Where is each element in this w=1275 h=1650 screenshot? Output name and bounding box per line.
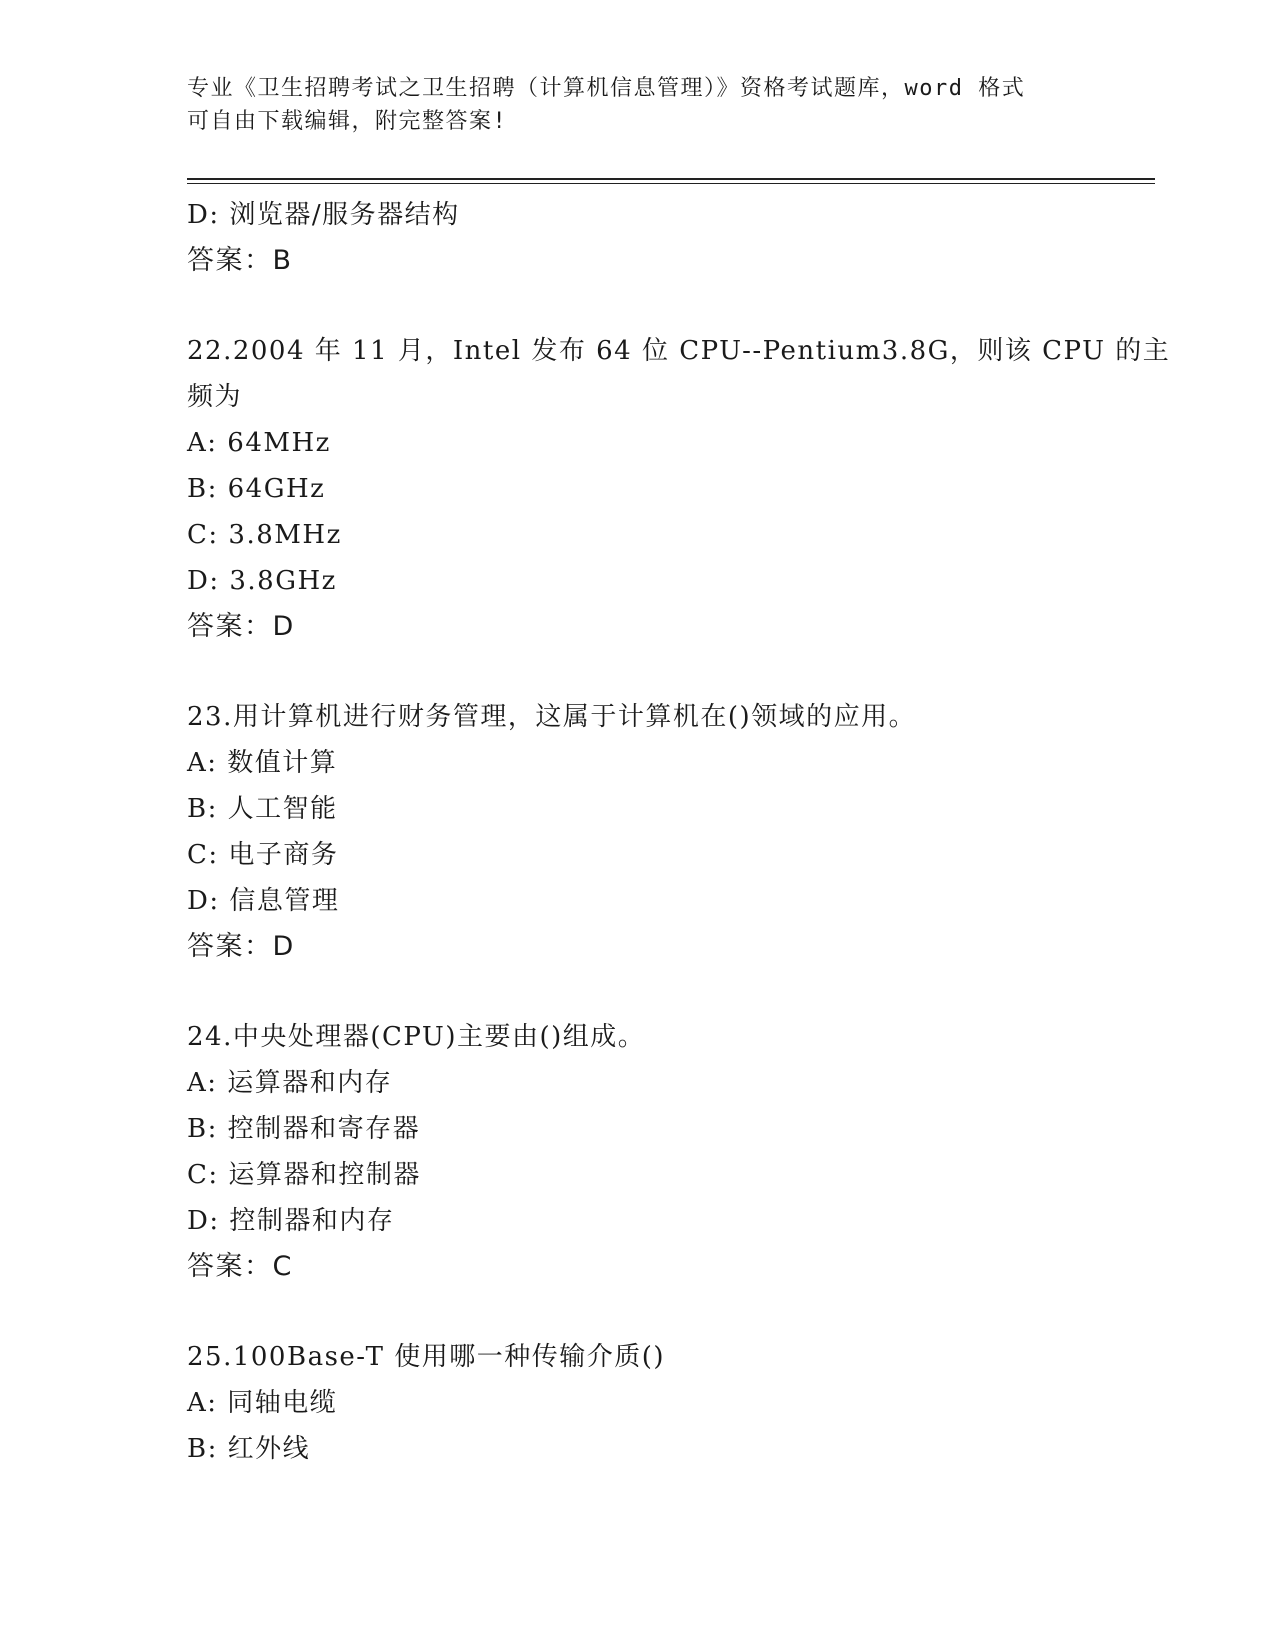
question-block-25 [187, 1334, 1087, 1472]
option-a: A: 同轴电缆 [187, 1388, 338, 1418]
option-c: C: 运算器和控制器 [187, 1160, 421, 1190]
option-a: A: 64MHz [187, 428, 331, 458]
option-d: D: 控制器和内存 [187, 1206, 395, 1236]
answer-label: 答案：C [187, 1251, 293, 1282]
question-text: 24.中央处理器(CPU)主要由()组成。 [187, 1022, 646, 1052]
option-d: D: 3.8GHz [187, 566, 337, 596]
option-d: D: 浏览器/服务器结构 [187, 200, 460, 230]
header-rule-thin [187, 183, 1155, 184]
option-b: B: 人工智能 [187, 794, 338, 824]
option-c: C: 3.8MHz [187, 520, 342, 550]
option-c: C: 电子商务 [187, 840, 339, 870]
question-text: 22.2004 年 11 月，Intel 发布 64 位 CPU--Pentium3.8G，则该 CPU 的主 [187, 336, 1171, 366]
option-b: B: 红外线 [187, 1434, 311, 1464]
question-block-21 [187, 192, 1087, 284]
option-b: B: 64GHz [187, 474, 326, 504]
question-block-22 [187, 328, 1171, 650]
answer-label: 答案：D [187, 931, 295, 962]
question-text: 25.100Base-T 使用哪一种传输介质() [187, 1342, 666, 1372]
question-text-continued: 频为 [187, 382, 243, 412]
header-line-2: 可自由下载编辑，附完整答案! [187, 109, 508, 134]
question-text: 23.用计算机进行财务管理，这属于计算机在()领域的应用。 [187, 702, 917, 732]
option-a: A: 运算器和内存 [187, 1068, 393, 1098]
question-block-23 [187, 694, 1087, 970]
question-block-24 [187, 1014, 1087, 1290]
answer-label: 答案：D [187, 611, 295, 642]
option-b: B: 控制器和寄存器 [187, 1114, 421, 1144]
header-rule-thick [187, 178, 1155, 180]
option-d: D: 信息管理 [187, 886, 340, 916]
document-header [187, 72, 1087, 138]
option-a: A: 数值计算 [187, 748, 338, 778]
header-line-1: 专业《卫生招聘考试之卫生招聘（计算机信息管理）》资格考试题库，word 格式 [187, 76, 1026, 101]
question-list [187, 192, 1171, 1472]
answer-label: 答案：B [187, 245, 293, 276]
